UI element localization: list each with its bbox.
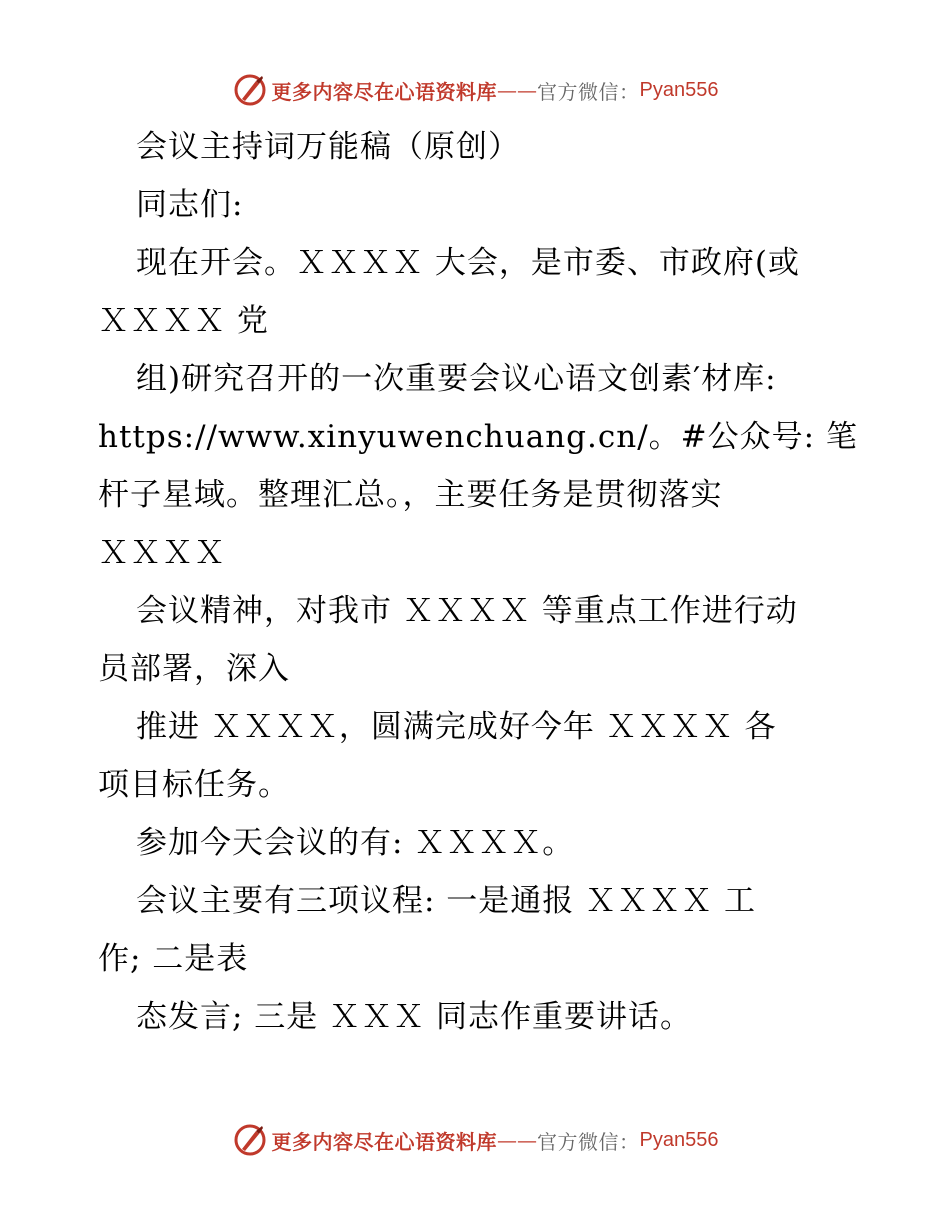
banner-text: 更多内容尽在心语资料库 [271,79,498,104]
paragraph-line: ＸＸＸＸ [98,535,226,571]
paragraph-line: 员部署，深入 [98,651,290,687]
paragraph-line: 态发言; 三是 ＸＸＸ 同志作重要讲话。 [136,999,693,1035]
paragraph-line: 推进 ＸＸＸＸ，圆满完成好今年 ＸＸＸＸ 各 [136,709,777,745]
banner-wechat-id: Pyan556 [639,78,719,101]
paragraph-line: 作; 二是表 [98,941,249,977]
footer-banner [0,1120,950,1160]
banner-dash: —— [497,1128,538,1152]
paragraph-line: 会议主要有三项议程: 一是通报 ＸＸＸＸ 工 [136,883,757,919]
banner-dash: —— [497,78,538,102]
banner-wechat-label: 官方微信： [537,1129,640,1154]
paragraph-line: 参加今天会议的有: ＸＸＸＸ。 [136,825,575,861]
banner-text: 更多内容尽在心语资料库 [271,1129,498,1154]
document-body [98,118,858,1046]
paragraph-line: https://www.xinyuwenchuang.cn/。#公众号: 笔 [98,419,858,455]
paragraph-line: 项目标任务。 [98,767,290,803]
paragraph-line: ＸＸＸＸ 党 [98,303,269,339]
paragraph-line: 杆子星域。整理汇总。，主要任务是贯彻落实 [98,477,723,513]
banner-wechat-id: Pyan556 [639,1128,719,1151]
quill-pen-logo-icon [232,1122,268,1158]
paragraph-line: 会议精神，对我市 ＸＸＸＸ 等重点工作进行动 [136,593,798,629]
salutation: 同志们: [136,187,244,223]
document-title: 会议主持词万能稿（原创） [136,129,520,165]
quill-pen-logo-icon [232,72,268,108]
banner-wechat-label: 官方微信： [537,79,640,104]
paragraph-line: 现在开会。ＸＸＸＸ 大会，是市委、市政府(或 [136,245,800,281]
header-banner [0,70,950,110]
paragraph-line: 组)研究召开的一次重要会议心语文创素′材库: [136,361,777,397]
